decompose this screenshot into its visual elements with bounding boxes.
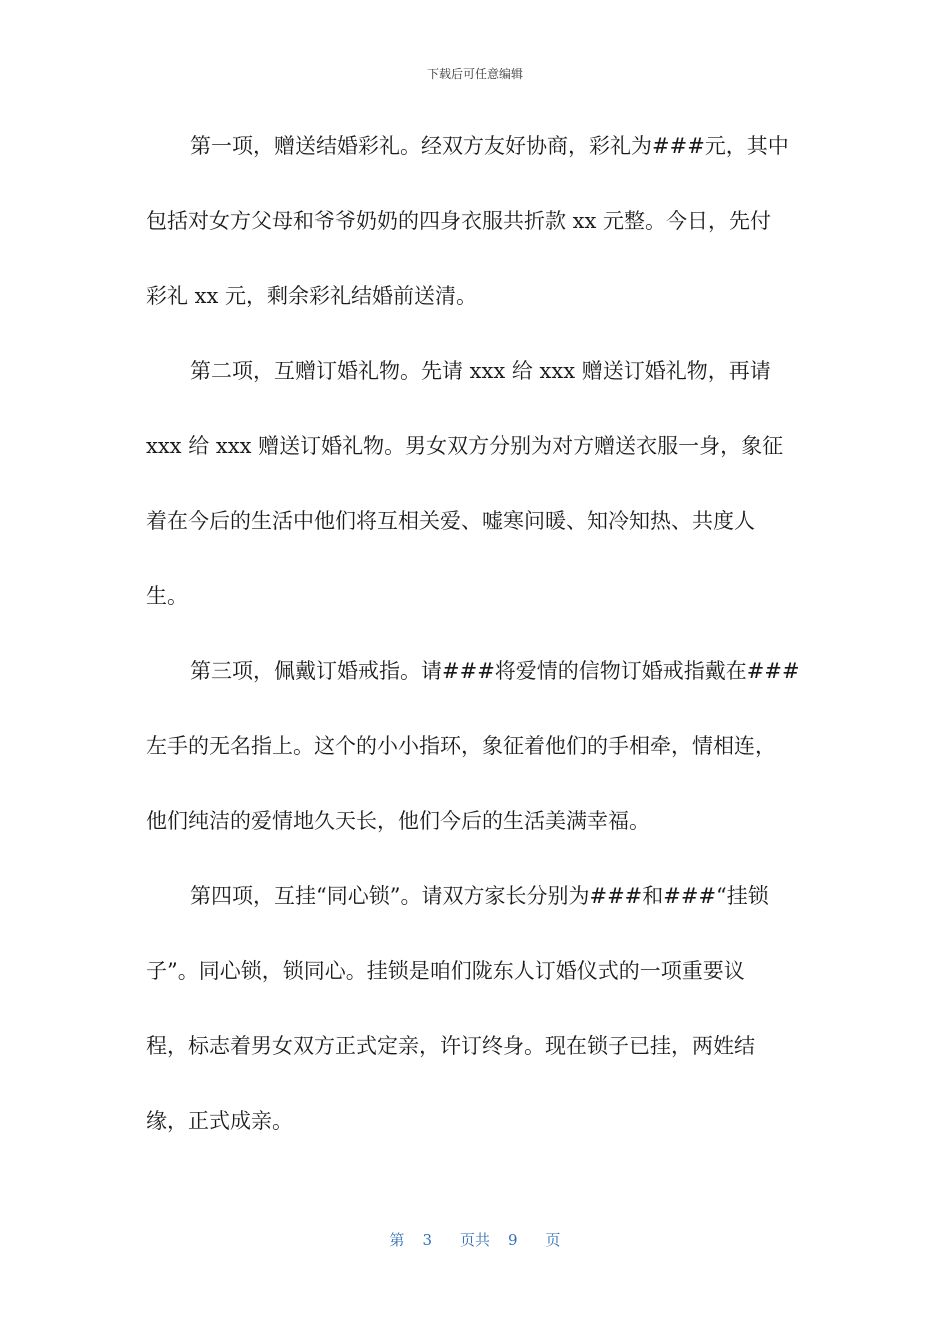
text-line: 生。 xyxy=(146,584,188,608)
text-line: 第四项，互挂“同心锁”。请双方家长分别为###和###“挂锁 xyxy=(190,884,769,908)
text-line: 第二项，互赠订婚礼物。先请 xxx 给 xxx 赠送订婚礼物，再请 xyxy=(190,359,771,383)
text-line: 子”。同心锁，锁同心。挂锁是咱们陇东人订婚仪式的一项重要议 xyxy=(146,959,745,983)
page-header-note: 下载后可任意编辑 xyxy=(426,67,523,81)
footer-total-pages: 9 xyxy=(508,1231,518,1249)
paragraph-3 xyxy=(146,653,806,878)
text-line: 程，标志着男女双方正式定亲，许订终身。现在锁子已挂，两姓结 xyxy=(146,1034,755,1058)
text-line: 第一项，赠送结婚彩礼。经双方友好协商，彩礼为###元，其中 xyxy=(190,134,789,158)
text-line: 左手的无名指上。这个的小小指环，象征着他们的手相牵，情相连， xyxy=(146,734,776,758)
paragraph-2 xyxy=(146,353,806,653)
page-number-footer xyxy=(0,1230,950,1250)
text-line: 他们纯洁的爱情地久天长，他们今后的生活美满幸福。 xyxy=(146,809,650,833)
footer-label-page: 第 xyxy=(389,1231,405,1249)
text-line: 第三项，佩戴订婚戒指。请###将爱情的信物订婚戒指戴在### xyxy=(190,659,800,683)
text-line: 包括对女方父母和爷爷奶奶的四身衣服共折款 xx 元整。今日，先付 xyxy=(146,209,772,233)
footer-label-of: 页共 xyxy=(459,1231,490,1249)
footer-label-end: 页 xyxy=(545,1231,561,1249)
text-line: xxx 给 xxx 赠送订婚礼物。男女双方分别为对方赠送衣服一身，象征 xyxy=(146,434,784,458)
text-line: 着在今后的生活中他们将互相关爱、嘘寒问暖、知冷知热、共度人 xyxy=(146,509,755,533)
document-body xyxy=(146,128,806,1178)
text-line: 彩礼 xx 元，剩余彩礼结婚前送清。 xyxy=(146,284,478,308)
paragraph-1 xyxy=(146,128,806,353)
text-line: 缘，正式成亲。 xyxy=(146,1109,293,1133)
paragraph-4 xyxy=(146,878,806,1178)
footer-current-page: 3 xyxy=(422,1231,432,1249)
